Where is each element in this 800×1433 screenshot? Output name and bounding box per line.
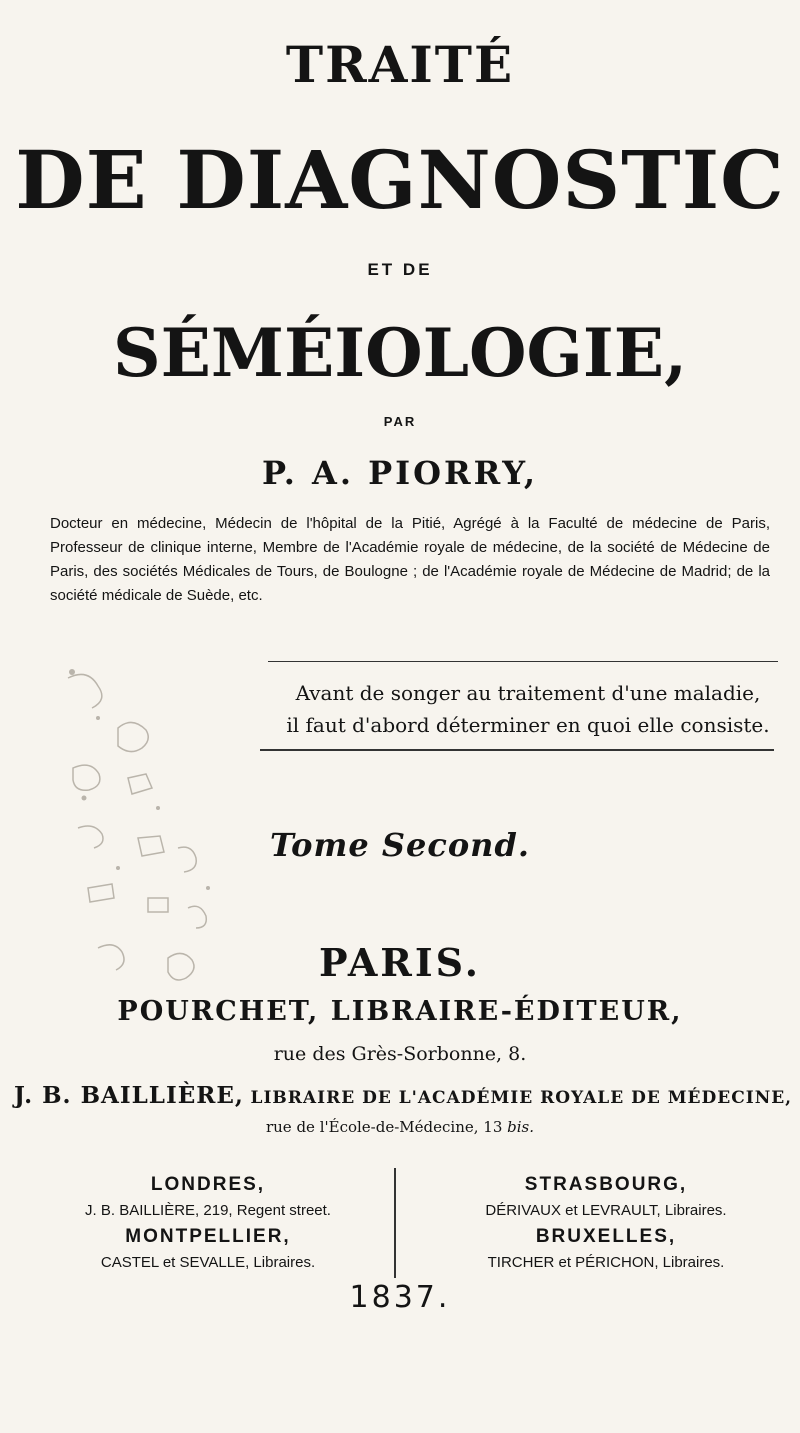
publication-year: 1837. [349,1280,451,1315]
second-publisher-name: J. B. BAILLIÈRE, [14,1082,244,1109]
branches-right-column [436,1170,776,1274]
by-label: PAR [383,414,417,429]
branch-booksellers: DÉRIVAUX et LEVRAULT, Libraires. [485,1202,727,1219]
author-credentials: Docteur en médecine, Médecin de l'hôpital de la Pitié, Agrégé à la Faculté de médecine de Paris, Professeur de clinique interne, Membre de l'Académie royale de médecine, de la société de Médecine de Paris, des sociétés Médicales de Tours, de Boulogne ; de l'Académie royale de Médecine de Madrid; de la société médicale de Suède, etc. [50,515,770,604]
branch-city: BRUXELLES, [535,1226,677,1247]
epigraph-bottom-rule [260,749,774,751]
second-publisher-role: LIBRAIRE DE L'ACADÉMIE ROYALE DE MÉDECINE, [250,1088,793,1108]
epigraph-top-rule [268,661,778,662]
epigraph-line-1: Avant de songer au traitement d'une maladie, [295,681,761,705]
branch-city: STRASBOURG, [524,1174,688,1195]
author-name: P. A. PIORRY, [261,454,539,492]
second-publisher [14,1082,800,1109]
second-publisher-street-suffix: bis. [507,1118,535,1136]
second-publisher-street: rue de l'École-de-Médecine, 13 [265,1118,503,1136]
branches-left-column [38,1170,378,1274]
branch-booksellers: TIRCHER et PÉRICHON, Libraires. [487,1254,725,1271]
epigraph [248,677,800,741]
publisher-name: POURCHET, LIBRAIRE-ÉDITEUR, [117,996,683,1027]
publisher-address: rue des Grès-Sorbonne, 8. [273,1043,527,1065]
branch-city: MONTPELLIER, [125,1226,291,1247]
title-line-semeiologie: SÉMÉIOLOGIE, [112,314,688,392]
imprint-city: PARIS. [319,940,481,985]
title-line-traite: TRAITÉ [285,35,515,94]
title-connector: ET DE [367,260,433,279]
branch-city: LONDRES, [150,1174,266,1195]
column-divider [394,1168,396,1278]
branch-booksellers: CASTEL et SEVALLE, Libraires. [100,1254,316,1271]
epigraph-line-2: il faut d'abord déterminer en quoi elle consiste. [286,713,770,737]
title-line-diagnostic: DE DIAGNOSTIC [15,133,785,227]
second-publisher-address [0,1118,800,1136]
branch-booksellers: J. B. BAILLIÈRE, 219, Regent street. [85,1202,331,1219]
volume-label: Tome Second. [270,826,530,864]
